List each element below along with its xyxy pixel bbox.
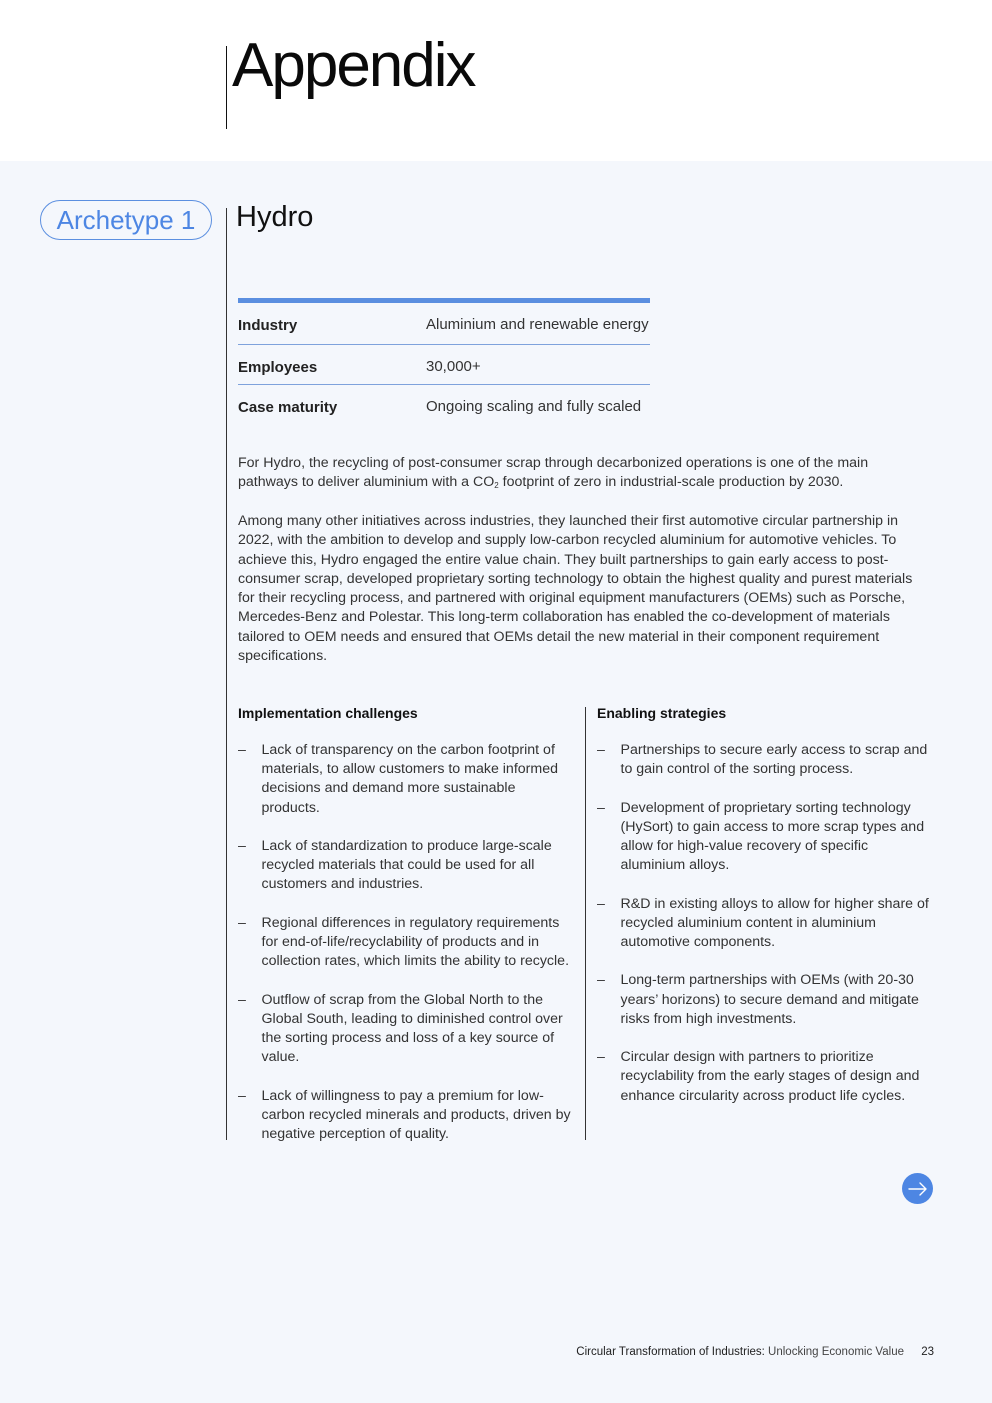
fact-label: Employees [238,359,318,376]
company-title: Hydro [236,201,314,233]
strategies-heading: Enabling strategies [597,705,727,721]
list-item: – R&D in existing alloys to allow for higher share of recycled aluminium content in aluminium automotive components. [597,895,933,953]
facts-table [238,298,650,425]
fact-row-industry [238,303,650,345]
challenges-column [238,704,576,1163]
footer-subtitle: Unlocking Economic Value [768,1346,904,1358]
list-item: – Lack of standardization to produce large-scale recycled materials that could be used for all customers and industries. [238,837,576,895]
fact-row-employees [238,345,650,385]
list-item: – Lack of willingness to pay a premium for low-carbon recycled minerals and products, driven by negative perception of quality. [238,1087,576,1145]
strategies-list [597,741,933,1106]
list-item: – Circular design with partners to prioritize recyclability from the early stages of design and enhance circularity across product life cycles. [597,1048,933,1106]
list-item: – Lack of transparency on the carbon footprint of materials, to allow customers to make informed decisions and demand more sustainable products. [238,741,576,818]
list-item: – Long-term partnerships with OEMs (with 20-30 years’ horizons) to secure demand and mitigate risks from high investments. [597,971,933,1029]
intro-paragraph-1: For Hydro, the recycling of post-consumer scrap through decarbonized operations is one of the main pathways to deliver aluminium with a $CO_2$ footprint of zero in industrial-scale production by 2030. [238,455,869,491]
fact-row-case-maturity [238,385,650,425]
fact-value: 30,000+ [426,358,481,375]
column-divider [585,707,586,1140]
next-page-button[interactable] [902,1173,933,1204]
page-footer [576,1346,934,1358]
footer-title: Circular Transformation of Industries: [576,1346,765,1358]
page-header [0,0,992,161]
list-item: – Partnerships to secure early access to scrap and to gain control of the sorting process. [597,741,933,779]
intro-paragraph-2: Among many other initiatives across industries, they launched their first automotive circular partnership in 2022, with the ambition to develop and supply low-carbon recycled aluminium for automotive vehicles. To achieve this, Hydro engaged the entire value chain. They built partnerships to gain early access to post-consumer scrap, developed proprietary sorting technology to obtain the highest quality and purest materials for their recycling process, and partnered with original equipment manufacturers (OEMs) such as Porsche, Mercedes-Benz and Polestar. This long-term collaboration has enabled the co-development of materials tailored to OEM needs and ensured that OEMs detail the new material in their component requirement specifications. [238,513,913,665]
list-item: – Development of proprietary sorting technology (HySort) to gain access to more scrap types and allow for high-value recovery of specific aluminium alloys. [597,799,933,876]
fact-label: Industry [238,317,298,334]
fact-value: Aluminium and renewable energy [426,316,649,333]
archetype-label: Archetype 1 [56,204,196,235]
challenges-list [238,741,576,1144]
fact-value: Ongoing scaling and fully scaled [426,398,642,415]
list-item: – Outflow of scrap from the Global North to the Global South, leading to diminished control over the sorting process and loss of a key source of value. [238,991,576,1068]
content-divider [226,208,227,1140]
archetype-badge [40,200,212,240]
arrow-right-icon [908,1182,928,1196]
list-item: – Regional differences in regulatory requirements for end-of-life/recyclability of products and in collection rates, which limits the ability to recycle. [238,914,576,972]
header-divider [226,46,227,129]
page-title: Appendix [232,31,475,100]
challenges-heading: Implementation challenges [238,705,418,721]
strategies-column [597,704,933,1125]
page-number: 23 [921,1346,934,1358]
fact-label: Case maturity [238,399,338,416]
